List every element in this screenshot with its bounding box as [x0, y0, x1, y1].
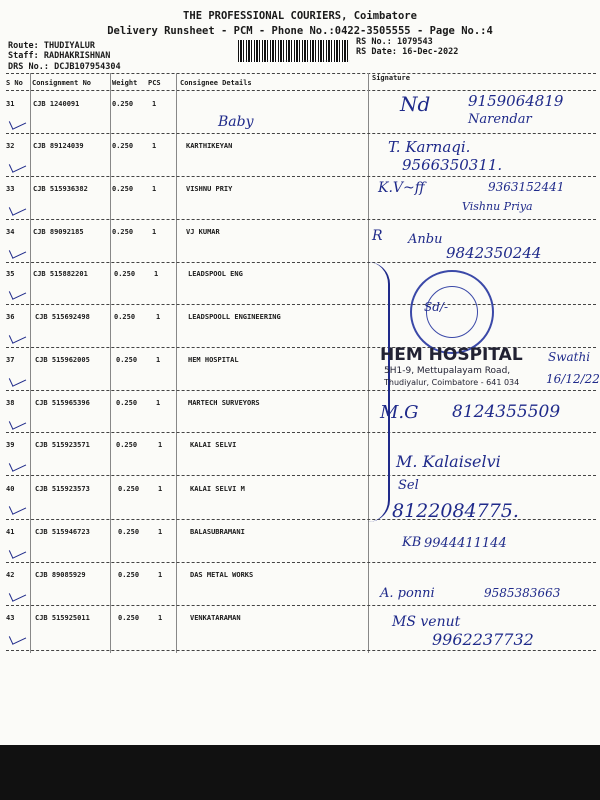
row-pcs: 1 [154, 270, 159, 278]
tick-mark-icon [9, 457, 26, 471]
handwritten-date: 16/12/22 [546, 372, 600, 386]
row-weight: 0.250 [116, 356, 138, 364]
col-divider [110, 73, 111, 653]
row-consignment: CJB 515692498 [35, 313, 90, 321]
row-consignment: CJB 515965396 [35, 399, 90, 407]
sheet-title: Delivery Runsheet - PCM - Phone No.:0422-3505555 - Page No.:4 [107, 25, 493, 37]
handwritten-signature: K.V~ff [378, 180, 425, 196]
handwritten-signature: KB [402, 535, 422, 550]
staff-line: Staff: RADHAKRISHNAN [8, 51, 111, 61]
hospital-stamp-address: 5H1-9, Mettupalayam Road, [384, 366, 511, 376]
row-rule [6, 605, 596, 606]
col-consignee: Consignee Details [180, 79, 252, 87]
row-sno: 32 [6, 142, 15, 150]
row-pcs: 1 [152, 142, 157, 150]
row-consignee: BALASUBRAMANI [190, 528, 245, 536]
row-weight: 0.250 [114, 270, 136, 278]
tick-mark-icon [9, 500, 26, 514]
handwritten-name: M. Kalaiselvi [396, 452, 501, 471]
col-weight: Weight [112, 79, 138, 87]
tick-mark-icon [9, 115, 26, 129]
row-pcs: 1 [156, 399, 161, 407]
row-consignment: CJB 515882201 [33, 270, 88, 278]
row-pcs: 1 [158, 528, 163, 536]
row-pcs: 1 [156, 356, 161, 364]
row-sno: 38 [6, 399, 15, 407]
tick-mark-icon [9, 630, 26, 644]
col-consignment: Consignment No [32, 79, 92, 87]
row-pcs: 1 [152, 185, 157, 193]
row-rule [6, 304, 596, 305]
row-sno: 43 [6, 614, 15, 622]
row-consignee: VISHNU PRIY [186, 185, 233, 193]
route-line: Route: THUDIYALUR [8, 41, 96, 51]
row-pcs: 1 [158, 571, 163, 579]
row-weight: 0.250 [118, 571, 140, 579]
handwritten-phone: 9585383663 [484, 586, 561, 600]
row-consignment: CJB 89085929 [35, 571, 86, 579]
handwritten-phone: 9566350311. [402, 156, 503, 174]
row-consignment: CJB 515925011 [35, 614, 90, 622]
col-pcs: PCS [148, 79, 161, 87]
row-pcs: 1 [152, 228, 157, 236]
row-pcs: 1 [158, 485, 163, 493]
row-rule [6, 650, 596, 651]
tick-mark-icon [9, 544, 26, 558]
row-pcs: 1 [152, 100, 157, 108]
row-rule [6, 133, 596, 134]
row-sno: 41 [6, 528, 15, 536]
col-divider [176, 73, 177, 653]
tick-mark-icon [9, 415, 26, 429]
col-signature: Signature [372, 74, 410, 82]
row-consignee: HEM HOSPITAL [188, 356, 239, 364]
row-consignee: VJ KUMAR [186, 228, 220, 236]
scan-shadow [0, 745, 600, 800]
row-weight: 0.250 [112, 185, 134, 193]
row-consignment: CJB 515923573 [35, 485, 90, 493]
rs-no-value: 1079543 [396, 37, 433, 47]
tick-mark-icon [9, 285, 26, 299]
route-value: THUDIYALUR [43, 41, 96, 51]
row-weight: 0.250 [118, 485, 140, 493]
handwritten-signature: Swathi [548, 350, 591, 364]
company-title: THE PROFESSIONAL COURIERS, Coimbatore [183, 10, 417, 22]
row-sno: 42 [6, 571, 15, 579]
row-sno: 31 [6, 100, 15, 108]
row-consignee: KALAI SELVI [190, 441, 237, 449]
tick-mark-icon [9, 244, 26, 258]
tick-mark-icon [9, 372, 26, 386]
handwritten-name: T. Karnaqi. [388, 138, 471, 156]
handwritten-name: Vishnu Priya [462, 200, 533, 213]
row-consignment: CJB 515923571 [35, 441, 90, 449]
row-weight: 0.250 [116, 441, 138, 449]
row-sno: 37 [6, 356, 15, 364]
staff-value: RADHAKRISHNAN [43, 51, 111, 61]
row-consignee: LEADSPOOLL ENGINEERING [188, 313, 281, 321]
drs-value: DCJB107954304 [54, 62, 121, 72]
row-consignee: LEADSPOOL ENG [188, 270, 243, 278]
row-rule [6, 432, 596, 433]
row-consignee: DAS METAL WORKS [190, 571, 254, 579]
header-top-rule [6, 73, 596, 74]
row-weight: 0.250 [114, 313, 136, 321]
row-sno: 36 [6, 313, 15, 321]
handwritten-signature: Sel [398, 478, 419, 493]
rs-date-value: 16-Dec-2022 [402, 47, 459, 57]
handwritten-phone: 9363152441 [488, 180, 565, 194]
handwritten-signature: R [372, 228, 383, 244]
row-rule [6, 219, 596, 220]
handwritten-name: A. ponni [380, 586, 435, 601]
row-rule [6, 562, 596, 563]
handwritten-signature: Anbu [408, 232, 443, 247]
hospital-stamp-title: HEM HOSPITAL [380, 345, 523, 365]
row-pcs: 1 [156, 313, 161, 321]
handwritten-phone: 9962237732 [432, 630, 534, 649]
handwritten-note: Baby [218, 114, 254, 130]
hospital-stamp-city: Thudiyalur, Coimbatore - 641 034 [384, 378, 520, 387]
rs-date-line: RS Date: 16-Dec-2022 [356, 47, 459, 57]
row-consignment: CJB 89124039 [33, 142, 84, 150]
row-sno: 40 [6, 485, 15, 493]
row-weight: 0.250 [118, 528, 140, 536]
handwritten-name: Narendar [468, 112, 532, 127]
seal-stamp-icon [410, 270, 494, 354]
tick-mark-icon [9, 587, 26, 601]
row-weight: 0.250 [112, 228, 134, 236]
row-rule [6, 262, 596, 263]
handwritten-phone: 9944411144 [424, 536, 507, 551]
row-sno: 33 [6, 185, 15, 193]
handwritten-brace [368, 262, 390, 522]
row-weight: 0.250 [118, 614, 140, 622]
row-sno: 35 [6, 270, 15, 278]
row-consignment: CJB 515946723 [35, 528, 90, 536]
handwritten-phone: 8124355509 [452, 402, 561, 422]
row-pcs: 1 [158, 441, 163, 449]
row-weight: 0.250 [116, 399, 138, 407]
col-sno: S No [6, 79, 23, 87]
row-consignee: MARTECH SURVEYORS [188, 399, 260, 407]
tick-mark-icon [9, 201, 26, 215]
handwritten-phone: 9159064819 [468, 92, 564, 110]
handwritten-name: MS venut [392, 614, 461, 630]
handwritten-phone: 8122084775. [392, 500, 519, 522]
row-consignee: VENKATARAMAN [190, 614, 241, 622]
drs-line: DRS No.: DCJB107954304 [8, 62, 121, 72]
row-consignment: CJB 515962005 [35, 356, 90, 364]
row-sno: 39 [6, 441, 15, 449]
row-consignment: CJB 89092185 [33, 228, 84, 236]
row-rule [6, 390, 596, 391]
row-weight: 0.250 [112, 100, 134, 108]
handwritten-signature: M.G [380, 402, 419, 423]
row-consignment: CJB 1240091 [33, 100, 80, 108]
tick-mark-icon [9, 329, 26, 343]
row-consignee: KARTHIKEYAN [186, 142, 233, 150]
row-sno: 34 [6, 228, 15, 236]
row-rule [6, 475, 596, 476]
handwritten-initials: Nd [400, 92, 431, 116]
tick-mark-icon [9, 158, 26, 172]
rs-no-line: RS No.: 1079543 [356, 37, 433, 47]
handwritten-phone: 9842350244 [446, 244, 542, 262]
stamp-signature: Sd/- [424, 300, 448, 314]
row-pcs: 1 [158, 614, 163, 622]
barcode-icon [238, 40, 348, 62]
header-bottom-rule [6, 90, 596, 91]
row-weight: 0.250 [112, 142, 134, 150]
row-rule [6, 176, 596, 177]
col-divider [30, 73, 31, 653]
row-consignee: KALAI SELVI M [190, 485, 245, 493]
row-consignment: CJB 515936382 [33, 185, 88, 193]
